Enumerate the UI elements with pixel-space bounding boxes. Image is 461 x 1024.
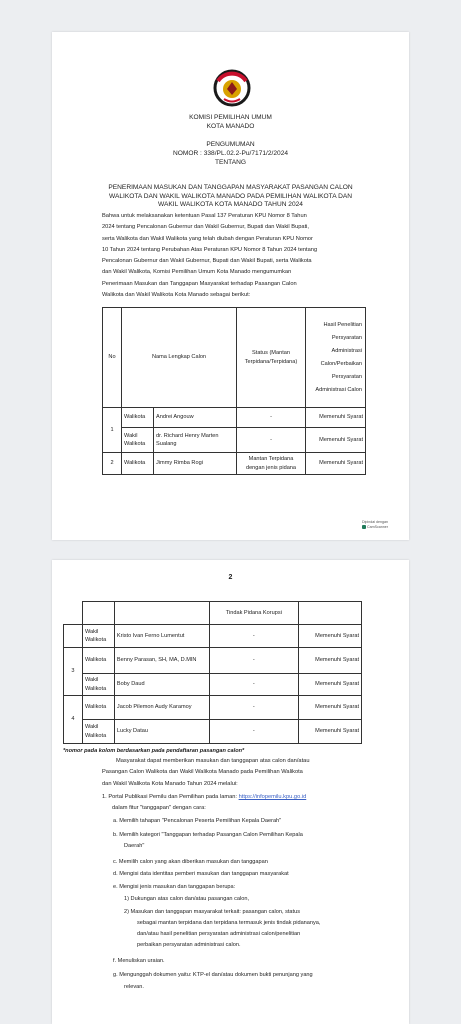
cell-role: Wakil Walikota	[82, 720, 114, 744]
paragraph-line: Walikota dan Wakil Walikota Kota Manado sebagai berikut:	[102, 292, 251, 299]
paragraph-line: 2024 tentang Pencalonan Gubernur dan Wakil Gubernur, Bupati dan Wakil Bupati,	[102, 224, 309, 231]
table-row	[64, 625, 362, 648]
cell-name: Benny Parasan, SH, MA, D.MIN	[114, 648, 209, 674]
paragraph-line: Bahwa untuk melaksanakan ketentuan Pasal 137 Peraturan KPU Nomor 8 Tahun	[102, 213, 307, 219]
paragraph-line: serta Walikota dan Wakil Walikota yang telah diubah dengan Peraturan KPU Nomor	[102, 235, 313, 242]
table-footnote: *nomor pada kolom berdasarkan pada pendaftaran pasangan calon*	[63, 748, 245, 754]
kpu-logo-icon	[213, 68, 251, 108]
cell-name: Jimmy Rimba Rogi	[154, 453, 237, 475]
camscanner-watermark	[362, 520, 388, 529]
table-row	[103, 453, 366, 475]
cell-role: Walikota	[122, 453, 154, 475]
cell-name: dr. Richard Henry Marten Sualang	[154, 428, 237, 453]
cell-no: 4	[64, 696, 83, 744]
intro-line: dan Wakil Walikota Kota Manado Tahun 2024 melalui:	[102, 780, 238, 787]
announcement-header	[52, 140, 409, 167]
step-e-2-line-2: sebagai mantan terpidana dan terpidana termasuk jenis tindak pidananya,	[137, 920, 321, 926]
cell-result: Memenuhi Syarat	[299, 674, 362, 696]
cell-result: Memenuhi Syarat	[299, 648, 362, 674]
cell-name: Andrei Angouw	[154, 408, 237, 428]
cell-name: Lucky Datau	[114, 720, 209, 744]
cell-name: Jacob Pilemon Audy Karamoy	[114, 696, 209, 720]
cell-status: -	[237, 428, 306, 453]
submission-item-1	[102, 792, 402, 815]
step-e-2-line-4: perbaikan persyaratan administrasi calon.	[137, 942, 241, 948]
header-status-continued: Tindak Pidana Korupsi	[209, 602, 299, 625]
header-status: Status (Mantan Terpidana/Terpidana)	[237, 308, 306, 408]
paragraph-line: dan Wakil Walikota, Komisi Pemilihan Umum Kota Manado mengumumkan	[102, 269, 292, 276]
table-row	[64, 696, 362, 720]
step-e-1: 1) Dukungan atas calon dan/atau pasangan calon,	[124, 896, 250, 902]
cell-status: Mantan Terpidana dengan jenis pidana	[237, 453, 306, 475]
announcement-heading: PENGUMUMAN	[206, 141, 255, 148]
step-f: f. Menuliskan uraian.	[113, 958, 165, 964]
header-result: Hasil Penelitian Persyaratan Administrasi Calon/Perbaikan Persyaratan Administrasi Calon	[306, 308, 366, 408]
cell-status: -	[209, 674, 299, 696]
step-e-2: 2) Masukan dan tanggapan masyarakat terkait: pasangan calon, status	[124, 909, 301, 915]
step-b-continued: Daerah"	[124, 843, 145, 849]
cell-role: Walikota	[82, 648, 114, 674]
table-row	[103, 408, 366, 428]
cell-result: Memenuhi Syarat	[299, 696, 362, 720]
title-line-3: WAKIL WALIKOTA KOTA MANADO TAHUN 2024	[158, 201, 303, 208]
scanner-brand: CamScanner	[367, 524, 388, 529]
submission-intro	[102, 756, 372, 790]
table-row	[64, 674, 362, 696]
step-a: a. Memilih tahapan "Pencalonan Peserta Pemilihan Kepala Daerah"	[113, 818, 282, 824]
step-e: e. Mengisi jenis masukan dan tanggapan berupa:	[113, 884, 236, 890]
cell-role: Wakil Walikota	[82, 625, 114, 648]
document-page-2	[52, 560, 409, 1024]
cell-no: 3	[64, 648, 83, 696]
cell-result: Memenuhi Syarat	[306, 428, 366, 453]
cell-role: Walikota	[82, 696, 114, 720]
step-b: b. Memilih kategori "Tanggapan terhadap Pasangan Calon Pemilihan Kepala	[113, 832, 303, 838]
cell-result: Memenuhi Syarat	[299, 625, 362, 648]
header-name: Nama Lengkap Calon	[122, 308, 237, 408]
header-no: No	[103, 308, 122, 408]
cell-no: 1	[103, 408, 122, 453]
cell-role: Wakil Walikota	[82, 674, 114, 696]
title-line-1: PENERIMAAN MASUKAN DAN TANGGAPAN MASYARAKAT PASANGAN CALON	[108, 184, 353, 191]
table-header-row	[64, 602, 362, 625]
title-line-2: WALIKOTA DAN WAKIL WALIKOTA MANADO PADA PEMILIHAN WALIKOTA DAN	[108, 192, 353, 200]
announcement-title	[77, 184, 384, 210]
intro-line: Pasangan Calon Walikota dan Wakil Walikota Manado pada Pemilihan Walikota	[102, 769, 303, 776]
step-e-2-line-3: dan/atau hasil penelitian persyaratan administrasi calon/penelitian	[137, 931, 301, 937]
org-line-1: KOMISI PEMILIHAN UMUM	[189, 114, 272, 121]
paragraph-line: 10 Tahun 2024 tentang Perubahan Atas Peraturan KPU Nomor 8 Tahun 2024 tentang	[102, 246, 318, 253]
candidates-table-continued	[63, 601, 362, 744]
step-c: c. Memilih calon yang akan diberikan masukan dan tanggapan	[113, 859, 268, 865]
announcement-number: NOMOR : 338/PL.02.2-Pu/7171/2/2024	[172, 150, 289, 157]
organization-name	[52, 114, 409, 131]
cell-status: -	[209, 720, 299, 744]
cell-name: Kristo Ivan Ferno Lumentut	[114, 625, 209, 648]
table-row	[103, 428, 366, 453]
infopemilu-link[interactable]: https://infopemilu.kpu.go.id	[238, 794, 307, 800]
intro-paragraph	[102, 211, 364, 301]
step-g-continued: relevan.	[124, 984, 144, 990]
item-1-text: 1. Portal Publikasi Pemilu dan Pemilihan pada laman:	[102, 794, 239, 800]
table-row	[64, 720, 362, 744]
cell-name: Boby Daud	[114, 674, 209, 696]
table-header-row	[103, 308, 366, 408]
cell-role: Wakil Walikota	[122, 428, 154, 453]
step-g: g. Mengunggah dokumen yaitu: KTP-el dan/atau dokumen bukti penunjang yang	[113, 972, 313, 978]
candidates-table	[102, 307, 366, 475]
paragraph-line: Pencalonan Gubernur dan Wakil Gubernur, Bupati dan Wakil Bupati, serta Walikota	[102, 258, 312, 265]
cell-status: -	[237, 408, 306, 428]
announcement-about: TENTANG	[214, 159, 246, 166]
page-number: 2	[228, 574, 233, 581]
cell-result: Memenuhi Syarat	[299, 720, 362, 744]
cell-status: -	[209, 648, 299, 674]
camscanner-icon	[362, 525, 366, 529]
intro-line: Masyarakat dapat memberikan masukan dan tanggapan atas calon dan/atau	[116, 758, 310, 764]
scanner-caption: Dipindai dengan	[362, 520, 388, 524]
cell-result: Memenuhi Syarat	[306, 408, 366, 428]
cell-status: -	[209, 696, 299, 720]
org-line-2: KOTA MANADO	[206, 122, 255, 130]
cell-no: 2	[103, 453, 122, 475]
cell-status: -	[209, 625, 299, 648]
table-row	[64, 648, 362, 674]
paragraph-line: Penerimaan Masukan dan Tanggapan Masyarakat terhadap Pasangan Calon	[102, 280, 297, 287]
cell-role: Walikota	[122, 408, 154, 428]
cell-result: Memenuhi Syarat	[306, 453, 366, 475]
document-page-1	[52, 32, 409, 540]
step-d: d. Mengisi data identitas pemberi masukan dan tanggapan masyarakat	[113, 871, 289, 877]
item-1-line-2: dalam fitur "tanggapan" dengan cara:	[112, 805, 206, 812]
